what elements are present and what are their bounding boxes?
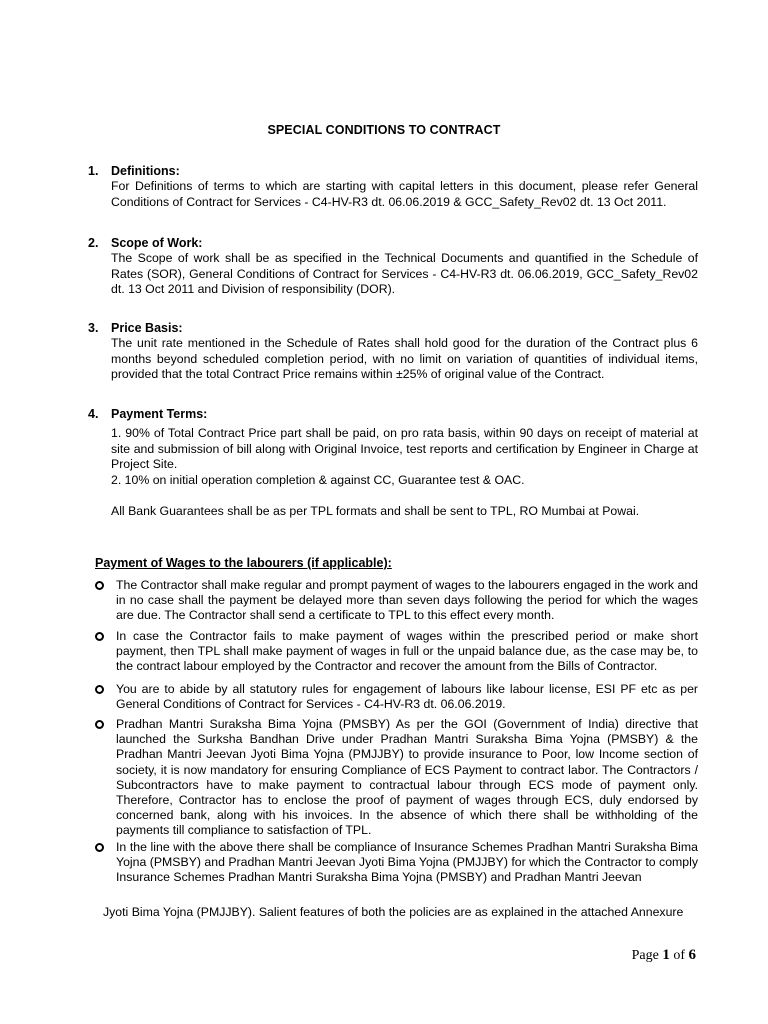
section-title: Payment Terms: [111,407,208,421]
section-number: 2. [88,236,99,250]
section-body: For Definitions of terms to which are starting with capital letters in this document, please refer General Conditions of Contract for Services - C4-HV-R3 dt. 06.06.2019 & GCC_Safety_Rev02 dt. 13 Oct 2011. [111,179,698,209]
section-body: The unit rate mentioned in the Schedule of Rates shall hold good for the duration of the Contract plus 6 months beyond scheduled completion period, with no limit on variation of quantities of individual items, provided that the total Contract Price remains within ±25% of original value of the Contract. [111,336,698,381]
page-total: 6 [688,947,696,963]
section-heading [88,235,698,251]
section-title: Price Basis: [111,321,183,335]
list-item-text: You are to abide by all statutory rules for engagement of labours like labour license, ESI PF etc as per General Conditions of Contract for Services - C4-HV-R3 dt. 06.06.2019. [116,682,698,712]
section-number: 3. [88,321,99,335]
continuation-text: Jyoti Bima Yojna (PMJJBY). Salient features of both the policies are as explained in the attached Annexure [103,905,684,919]
page-number: 1 [662,947,670,963]
payment-term-2: 2. 10% on initial operation completion & against CC, Guarantee test & OAC. [111,472,525,487]
section-number: 1. [88,164,99,178]
bullet-circle-icon [95,629,116,675]
section-price-basis [88,320,698,383]
list-item [95,682,698,712]
list-item [95,578,698,624]
section-title: Definitions: [111,164,180,178]
list-item [95,629,698,675]
of-label: of [669,948,689,963]
bullet-circle-icon [95,578,116,624]
page-footer [632,947,696,964]
page-label: Page [631,948,663,963]
section-heading [88,163,698,179]
section-title: Scope of Work: [111,236,203,250]
section-scope-of-work [88,235,698,298]
bank-guarantee-note: All Bank Guarantees shall be as per TPL formats and shall be sent to TPL, RO Mumbai at Powai. [111,504,640,518]
bullet-circle-icon [95,717,116,839]
section-body: The Scope of work shall be as specified in the Technical Documents and quantified in the Schedule of Rates (SOR), General Conditions of Contract for Services - C4-HV-R3 dt. 06.06.2019, GCC_Safety_Rev02 dt. 13 Oct 2011 and Division of responsibility (DOR). [111,251,698,296]
section-definitions [88,163,698,210]
bullet-circle-icon [95,682,116,712]
payment-term-1: 1. 90% of Total Contract Price part shall be paid, on pro rata basis, within 90 days on receipt of material at site and submission of bill along with Original Invoice, test reports and certification by Engineer in Charge at Project Site. [111,426,698,471]
list-item-text: The Contractor shall make regular and prompt payment of wages to the labourers engaged in the work and in no case shall the payment be delayed more than seven days following the period for which the wages are due. The Contractor shall send a certificate to TPL to this effect every month. [116,578,698,623]
wages-heading: Payment of Wages to the labourers (if applicable): [95,556,392,570]
section-number: 4. [88,407,99,421]
list-item-text: In case the Contractor fails to make payment of wages within the prescribed period or make short payment, then TPL shall make payment of wages in full or the unpaid balance due, as the case may be, to the contract labour employed by the Contractor and recover the amount from the Bills of Contractor. [116,629,698,674]
section-heading [88,406,698,422]
section-payment-terms [88,406,698,520]
list-item [95,717,698,839]
document-title: SPECIAL CONDITIONS TO CONTRACT [267,123,501,137]
list-item-text: Pradhan Mantri Suraksha Bima Yojna (PMSBY) As per the GOI (Government of India) directive that launched the Surksha Bandhan Drive under Pradhan Mantri Suraksha Bima Yojna (PMSBY) & the Pradhan Mantri Jeevan Jyoti Bima Yojna (PMJJBY) to provide insurance to Poor, low Income section of society, it is now mandatory for ensuring Compliance of ECS Payment to contract labor. The Contractors / Subcontractors have to make payment to contractual labour through ECS mode of payment only. Therefore, Contractor has to enclose the proof of payment of wages through ECS, duly endorsed by concerned bank, along with his invoices. In the absence of which there shall be withholding of the payments till compliance to satisfaction of TPL. [116,717,698,838]
list-item [95,840,698,886]
bullet-circle-icon [95,840,116,886]
section-heading [88,320,698,336]
list-item-text: In the line with the above there shall be compliance of Insurance Schemes Pradhan Mantri Suraksha Bima Yojna (PMSBY) and Pradhan Mantri Jeevan Jyoti Bima Yojna (PMJJBY) for which the Contractor to comply Insurance Schemes Pradhan Mantri Suraksha Bima Yojna (PMSBY) and Pradhan Mantri Jeevan [116,840,698,885]
section-body [111,426,698,520]
